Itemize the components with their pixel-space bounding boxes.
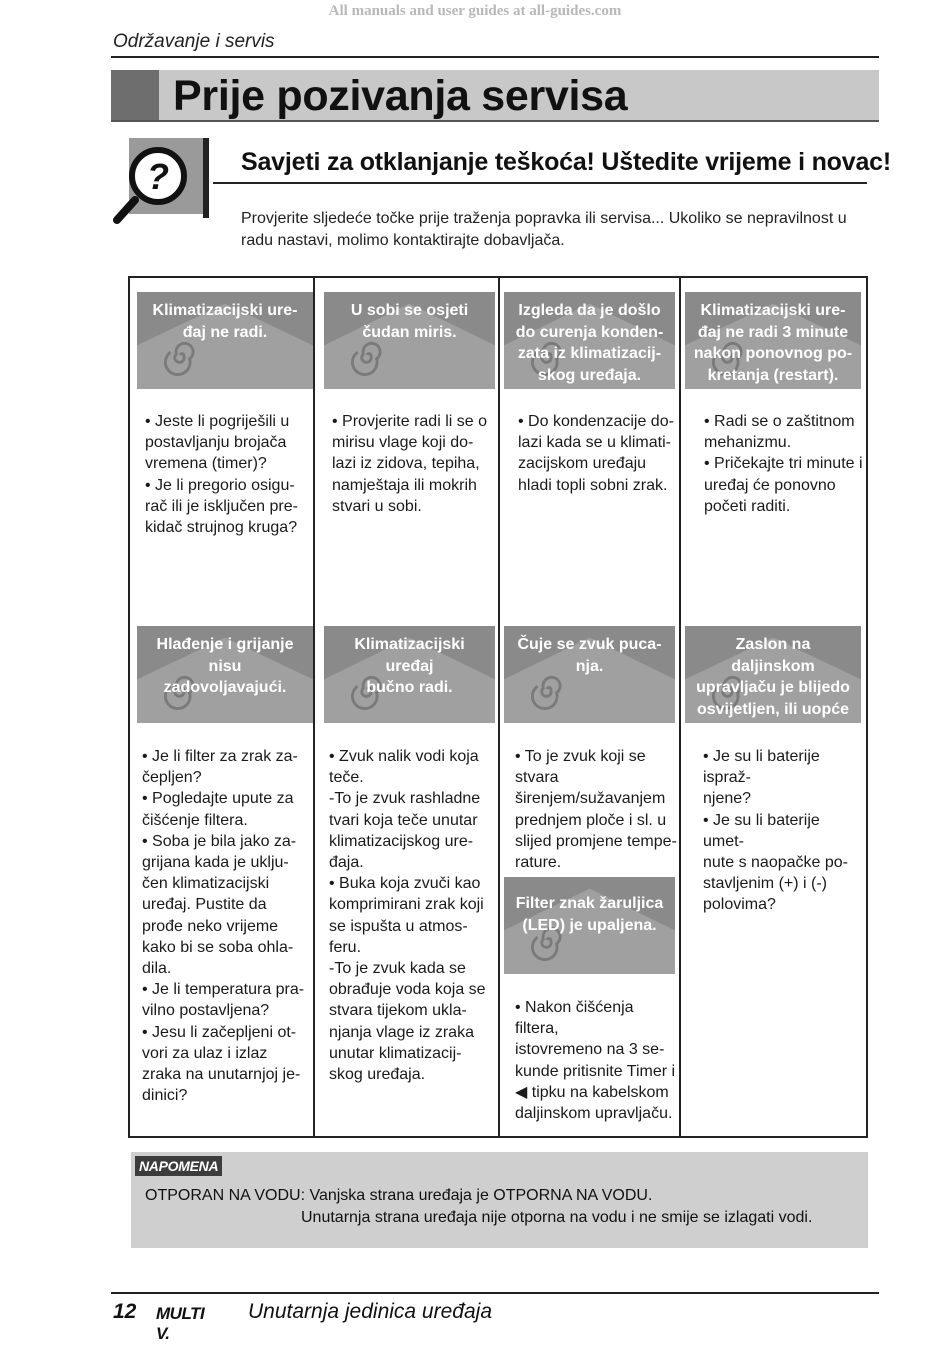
heading-box (324, 292, 495, 389)
svg-text:?: ? (147, 156, 169, 197)
cell-text: • Provjerite radi li se o mirisu vlage koji do- lazi iz zidova, tepiha, namještaja ili mokrih stvari u sobi. (332, 413, 487, 515)
page-title: Prije pozivanja servisa (173, 72, 628, 120)
title-bar (111, 70, 879, 122)
heading-text: Izgleda da je došlo do curenja konden- zata iz klimatizacij- skog uređaja. (515, 302, 664, 384)
left-arrow-icon: ◀ (515, 1083, 528, 1101)
heading-box (324, 626, 495, 723)
heading-text: Klimatizacijski ure- đaj ne radi 3 minute nakon ponovnog po- kretanja (restart). (693, 302, 853, 384)
section-label: Održavanje i servis (113, 31, 275, 52)
brand-logo: MULTI V. (156, 1304, 205, 1343)
column-divider (313, 276, 315, 1138)
heading-box (137, 292, 313, 389)
footer-title: Unutarnja jedinica uređaja (248, 1300, 492, 1323)
heading-box (685, 292, 861, 389)
column-divider (498, 276, 500, 1138)
magnifier-question-icon (113, 136, 213, 228)
cell-text: • Do kondenzacije do- lazi kada se u klimati- zacijskom uređaju hladi topli sobni zrak. (518, 413, 674, 494)
cell-text: • Je li filter za zrak za- čepljen? • Pogledajte upute za čišćenje filtera. • Soba je bila jako za- grijana kada je uklju- čen klimatizacijski uređaj. Pustite da prođe neko vrijeme kako bi se soba ohla- dila. • Je li temperatura pra- vilno postavljena? • Jesu li začepljeni ot- vori za ulaz i izlaz zraka na unutarnjoj je- dinici? (142, 748, 305, 1105)
cell-text: • To je zvuk koji se stvara širenjem/sužavanjem prednjem ploče i sl. u slijed promjene tempe- rature. (515, 748, 677, 872)
heading-text: Zaslon na daljinskom upravljaču je blijedo osvijetljen, ili uopće ne svijetli. (696, 636, 850, 739)
column-divider (679, 276, 681, 1138)
heading-box (685, 626, 861, 739)
heading-box (504, 292, 675, 389)
watermark: All manuals and user guides at all-guides.com (328, 3, 622, 19)
subheading-rule (213, 182, 867, 184)
heading-text: U sobi se osjeti čudan miris. (350, 302, 469, 341)
heading-text: Čuje se zvuk puca- nja. (517, 636, 662, 675)
heading-text: Klimatizacijski uređaj bučno radi. (354, 636, 465, 696)
title-bar-accent (111, 70, 159, 120)
note-line: OTPORAN NA VODU: Vanjska strana uređaja je OTPORNA NA VODU. (145, 1187, 653, 1204)
bottom-rule (111, 1292, 879, 1294)
page-number: 12 (113, 1300, 137, 1323)
subheading: Savjeti za otklanjanje teškoća! Uštedite vrijeme i novac! (241, 148, 891, 176)
heading-box (504, 877, 675, 974)
cell-text: • Jeste li pogriješili u postavljanju brojača vremena (timer)? • Je li pregorio osigu- rač ili je isključen pre- kidač strujnog kruga? (145, 413, 298, 537)
cell-text: • Zvuk nalik vodi koja teče. -To je zvuk rashladne tvari koja teče unutar klimatizacijskog ure- đaja. • Buka koja zvuči kao komprimirani zrak koji se ispušta u atmos- feru. -To je zvuk kada se obrađuje voda koja se stvara tijekom ukla- njanja vlage iz zraka unutar klimatizacij- skog uređaja. (329, 748, 486, 1084)
top-rule (111, 56, 879, 58)
cell-text-part: tipku na kabelskom daljinskom upravljaču. (515, 1083, 673, 1123)
heading-text: Hlađenje i grijanje nisu zadovoljavajući. (156, 636, 294, 696)
cell-text-part: • Nakon čišćenja filtera, istovremeno na 3 se- kunde pritisnite Timer i (515, 999, 676, 1080)
heading-box (137, 626, 313, 723)
note-tag: NAPOMENA (135, 1156, 222, 1176)
cell-text: • Radi se o zaštitnom mehanizmu. • Pričekajte tri minute i uređaj će ponovno početi raditi. (704, 413, 863, 515)
heading-box (504, 626, 675, 723)
cell-text (515, 997, 679, 1124)
note-line: Unutarnja strana uređaja nije otporna na vodu i ne smije se izlagati vodi. (301, 1209, 813, 1226)
heading-text: Klimatizacijski ure- đaj ne radi. (152, 302, 298, 341)
cell-text: • Je su li baterije isprаž- njene? • Je su li baterije umet- nute s naopačke po- stavljenim (+) i (-) polovima? (703, 748, 848, 914)
heading-text: Filter znak žaruljica (LED) je upaljena. (515, 895, 664, 934)
intro-text: Provjerite sljedeće točke prije traženja popravka ili servisa... Ukoliko se nepravilnost u radu nastavi, molimo kontaktirajte dobavljača. (241, 210, 847, 249)
